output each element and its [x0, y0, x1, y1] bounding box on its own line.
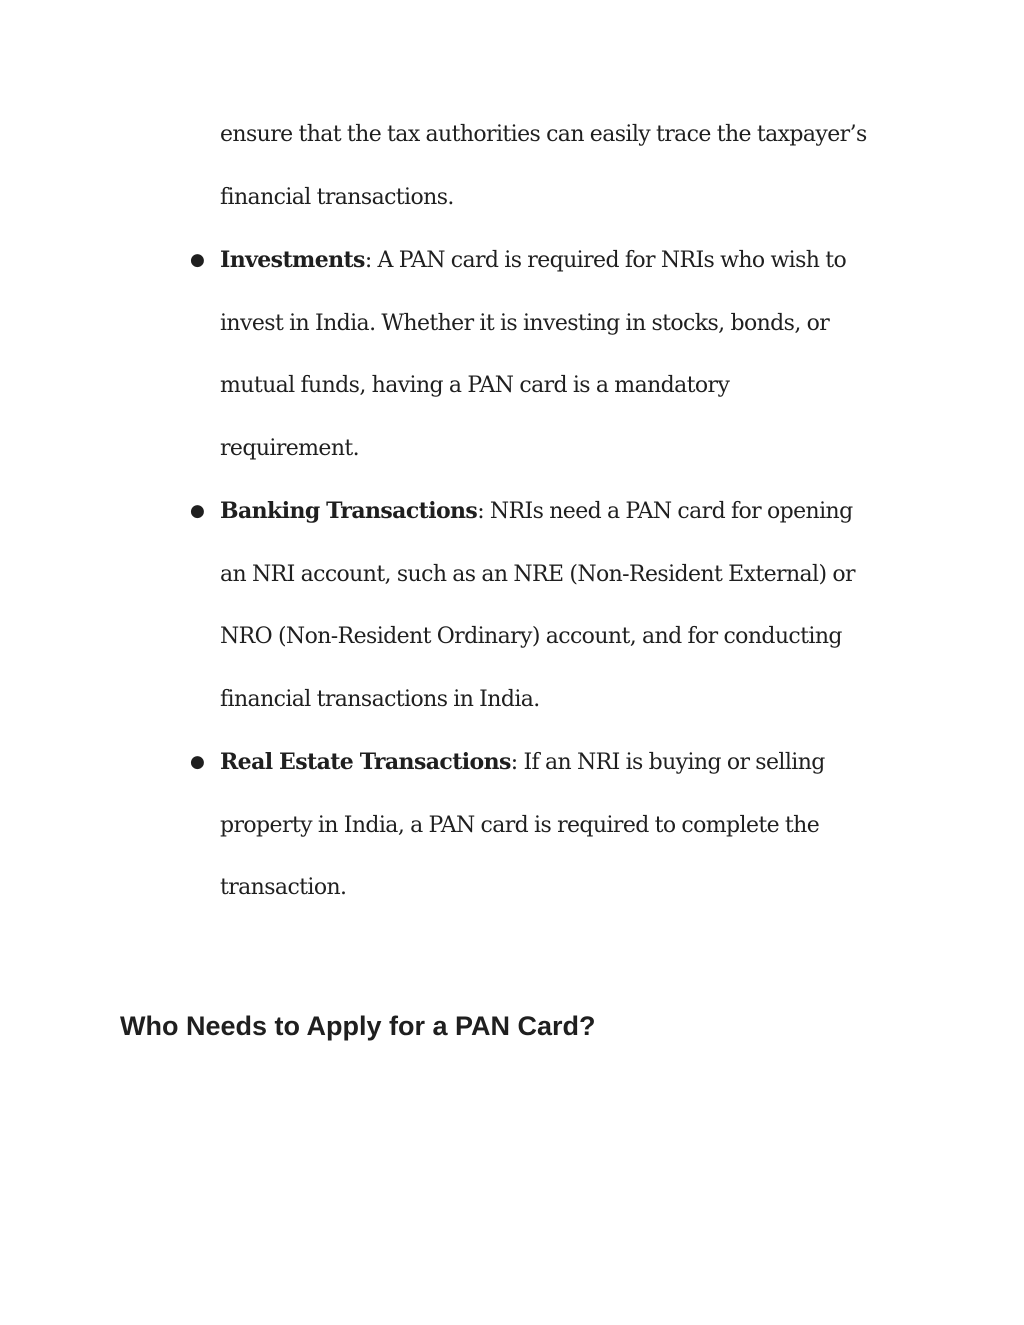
list-item-text: [220, 480, 910, 731]
list-item-text: [220, 229, 910, 480]
list-item-term: Banking Transactions: [220, 498, 478, 524]
bullet-icon: ●: [190, 501, 205, 521]
continuation-line: ensure that the tax authorities can easily trace the taxpayer’s: [220, 122, 867, 147]
continuation-line: financial transactions.: [220, 184, 454, 210]
bullet-icon: ●: [190, 752, 205, 772]
bullet-icon: ●: [190, 250, 205, 270]
list-item-line-text: If an NRI is buying or selling: [517, 750, 825, 775]
term-separator: :: [364, 248, 372, 273]
term-separator: :: [477, 499, 485, 524]
list-item-line: transaction.: [220, 875, 347, 900]
list-item-line-text: A PAN card is required for NRIs who wish to: [371, 248, 847, 273]
list-item-line: property in India, a PAN card is required to complete the: [220, 812, 820, 838]
list-item-line: requirement.: [220, 435, 360, 461]
list-item-line: [220, 480, 910, 544]
list-item-line: financial transactions in India.: [220, 686, 540, 712]
list-item-term: Investments: [220, 247, 365, 273]
list-item-line: NRO (Non-Resident Ordinary) account, and for conducting: [220, 624, 842, 649]
list-item-text: [220, 731, 910, 920]
list-item-banking-transactions: [0, 480, 1024, 731]
list-item-line: [220, 229, 910, 293]
pan-uses-list: [0, 229, 1024, 920]
term-separator: :: [510, 750, 518, 775]
list-item-real-estate-transactions: [0, 731, 1024, 920]
section-heading: Who Needs to Apply for a PAN Card?: [120, 1011, 596, 1041]
list-item-line: an NRI account, such as an NRE (Non-Resident External) or: [220, 561, 855, 587]
list-item-line-text: NRIs need a PAN card for opening: [484, 499, 853, 524]
continuation-paragraph: [220, 104, 920, 229]
list-item-investments: [0, 229, 1024, 480]
list-item-line: [220, 731, 910, 795]
list-item-line: invest in India. Whether it is investing in stocks, bonds, or: [220, 310, 830, 336]
list-item-line: mutual funds, having a PAN card is a mandatory: [220, 373, 730, 398]
list-item-term: Real Estate Transactions: [220, 749, 511, 775]
